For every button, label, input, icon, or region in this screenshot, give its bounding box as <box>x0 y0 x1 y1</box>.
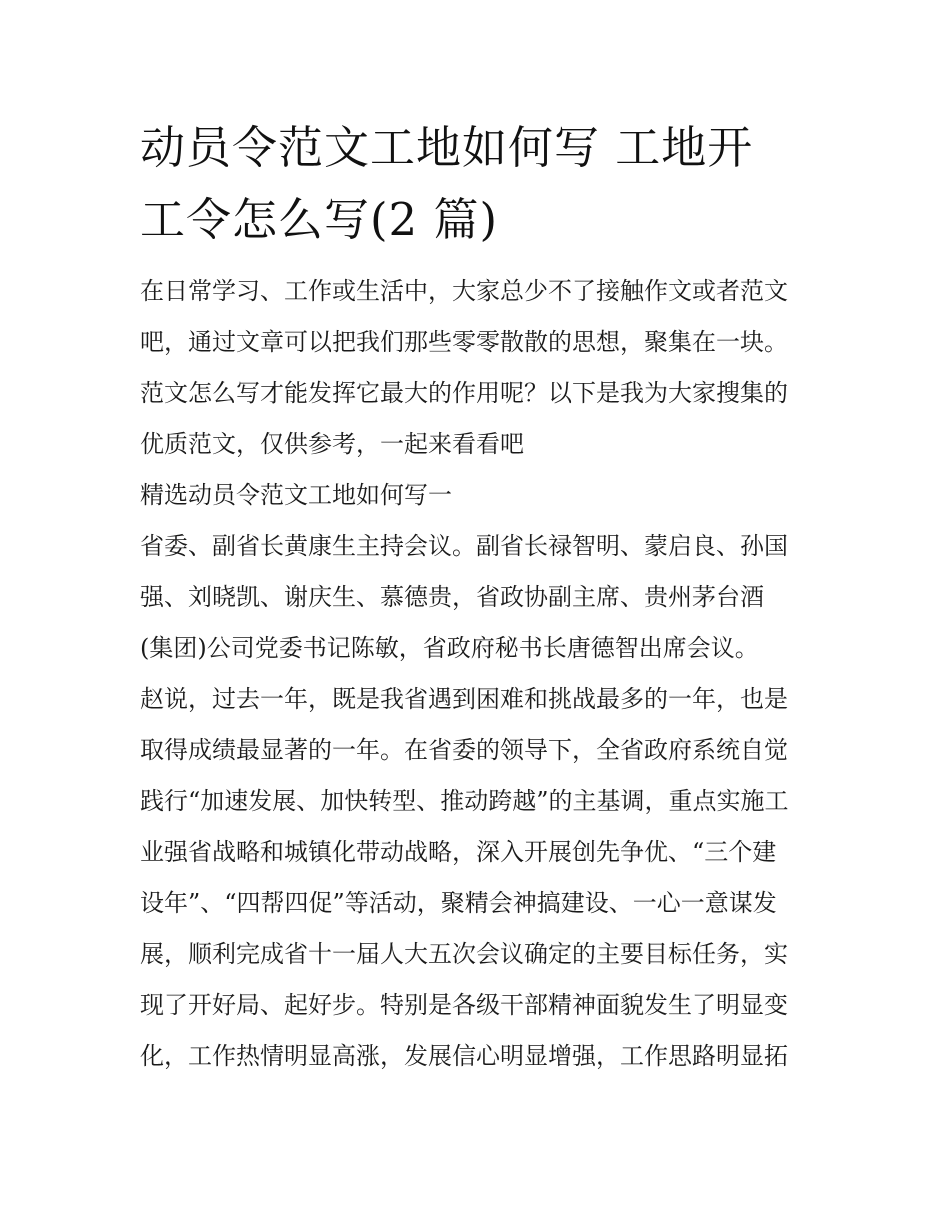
text-line: 赵说，过去一年，既是我省遇到困难和挑战最多的一年，也是 <box>140 685 788 713</box>
text-line: (集团)公司党委书记陈敏，省政府秘书长唐德智出席会议。 <box>140 634 759 662</box>
text-line: 现了开好局、起好步。特别是各级干部精神面貌发生了明显变 <box>140 991 788 1019</box>
text-line: 取得成绩最显著的一年。在省委的领导下，全省政府系统自觉 <box>140 736 788 764</box>
text-line: 化，工作热情明显高涨，发展信心明显增强，工作思路明显拓 <box>140 1042 788 1070</box>
text-line: 在日常学习、工作或生活中，大家总少不了接触作文或者范文 <box>140 277 788 305</box>
text-line: 强、刘晓凯、谢庆生、慕德贵，省政协副主席、贵州茅台酒 <box>140 583 764 611</box>
section-heading: 精选动员令范文工地如何写一 <box>140 481 452 509</box>
text-line: 业强省战略和城镇化带动战略，深入开展创先争优、“三个建 <box>140 838 777 866</box>
intro-paragraph <box>140 266 812 470</box>
text-line: 展，顺利完成省十一届人大五次会议确定的主要目标任务，实 <box>140 940 788 968</box>
document-title <box>140 112 812 256</box>
text-line: 优质范文，仅供参考，一起来看看吧 <box>140 430 524 458</box>
text-line: 践行“加速发展、加快转型、推动跨越”的主基调，重点实施工 <box>140 787 789 815</box>
text-line: 设年”、“四帮四促”等活动，聚精会神搞建设、一心一意谋发 <box>140 889 777 917</box>
body-paragraph <box>140 674 812 1082</box>
document-body <box>140 112 812 1082</box>
title-line: 工令怎么写(2 篇) <box>140 193 499 246</box>
title-line: 动员令范文工地如何写 工地开 <box>140 121 754 174</box>
text-line: 吧，通过文章可以把我们那些零零散散的思想，聚集在一块。 <box>140 328 788 356</box>
text-line: 省委、副省长黄康生主持会议。副省长禄智明、蒙启良、孙国 <box>140 532 788 560</box>
body-paragraph <box>140 521 812 674</box>
text-line: 范文怎么写才能发挥它最大的作用呢？以下是我为大家搜集的 <box>140 379 788 407</box>
